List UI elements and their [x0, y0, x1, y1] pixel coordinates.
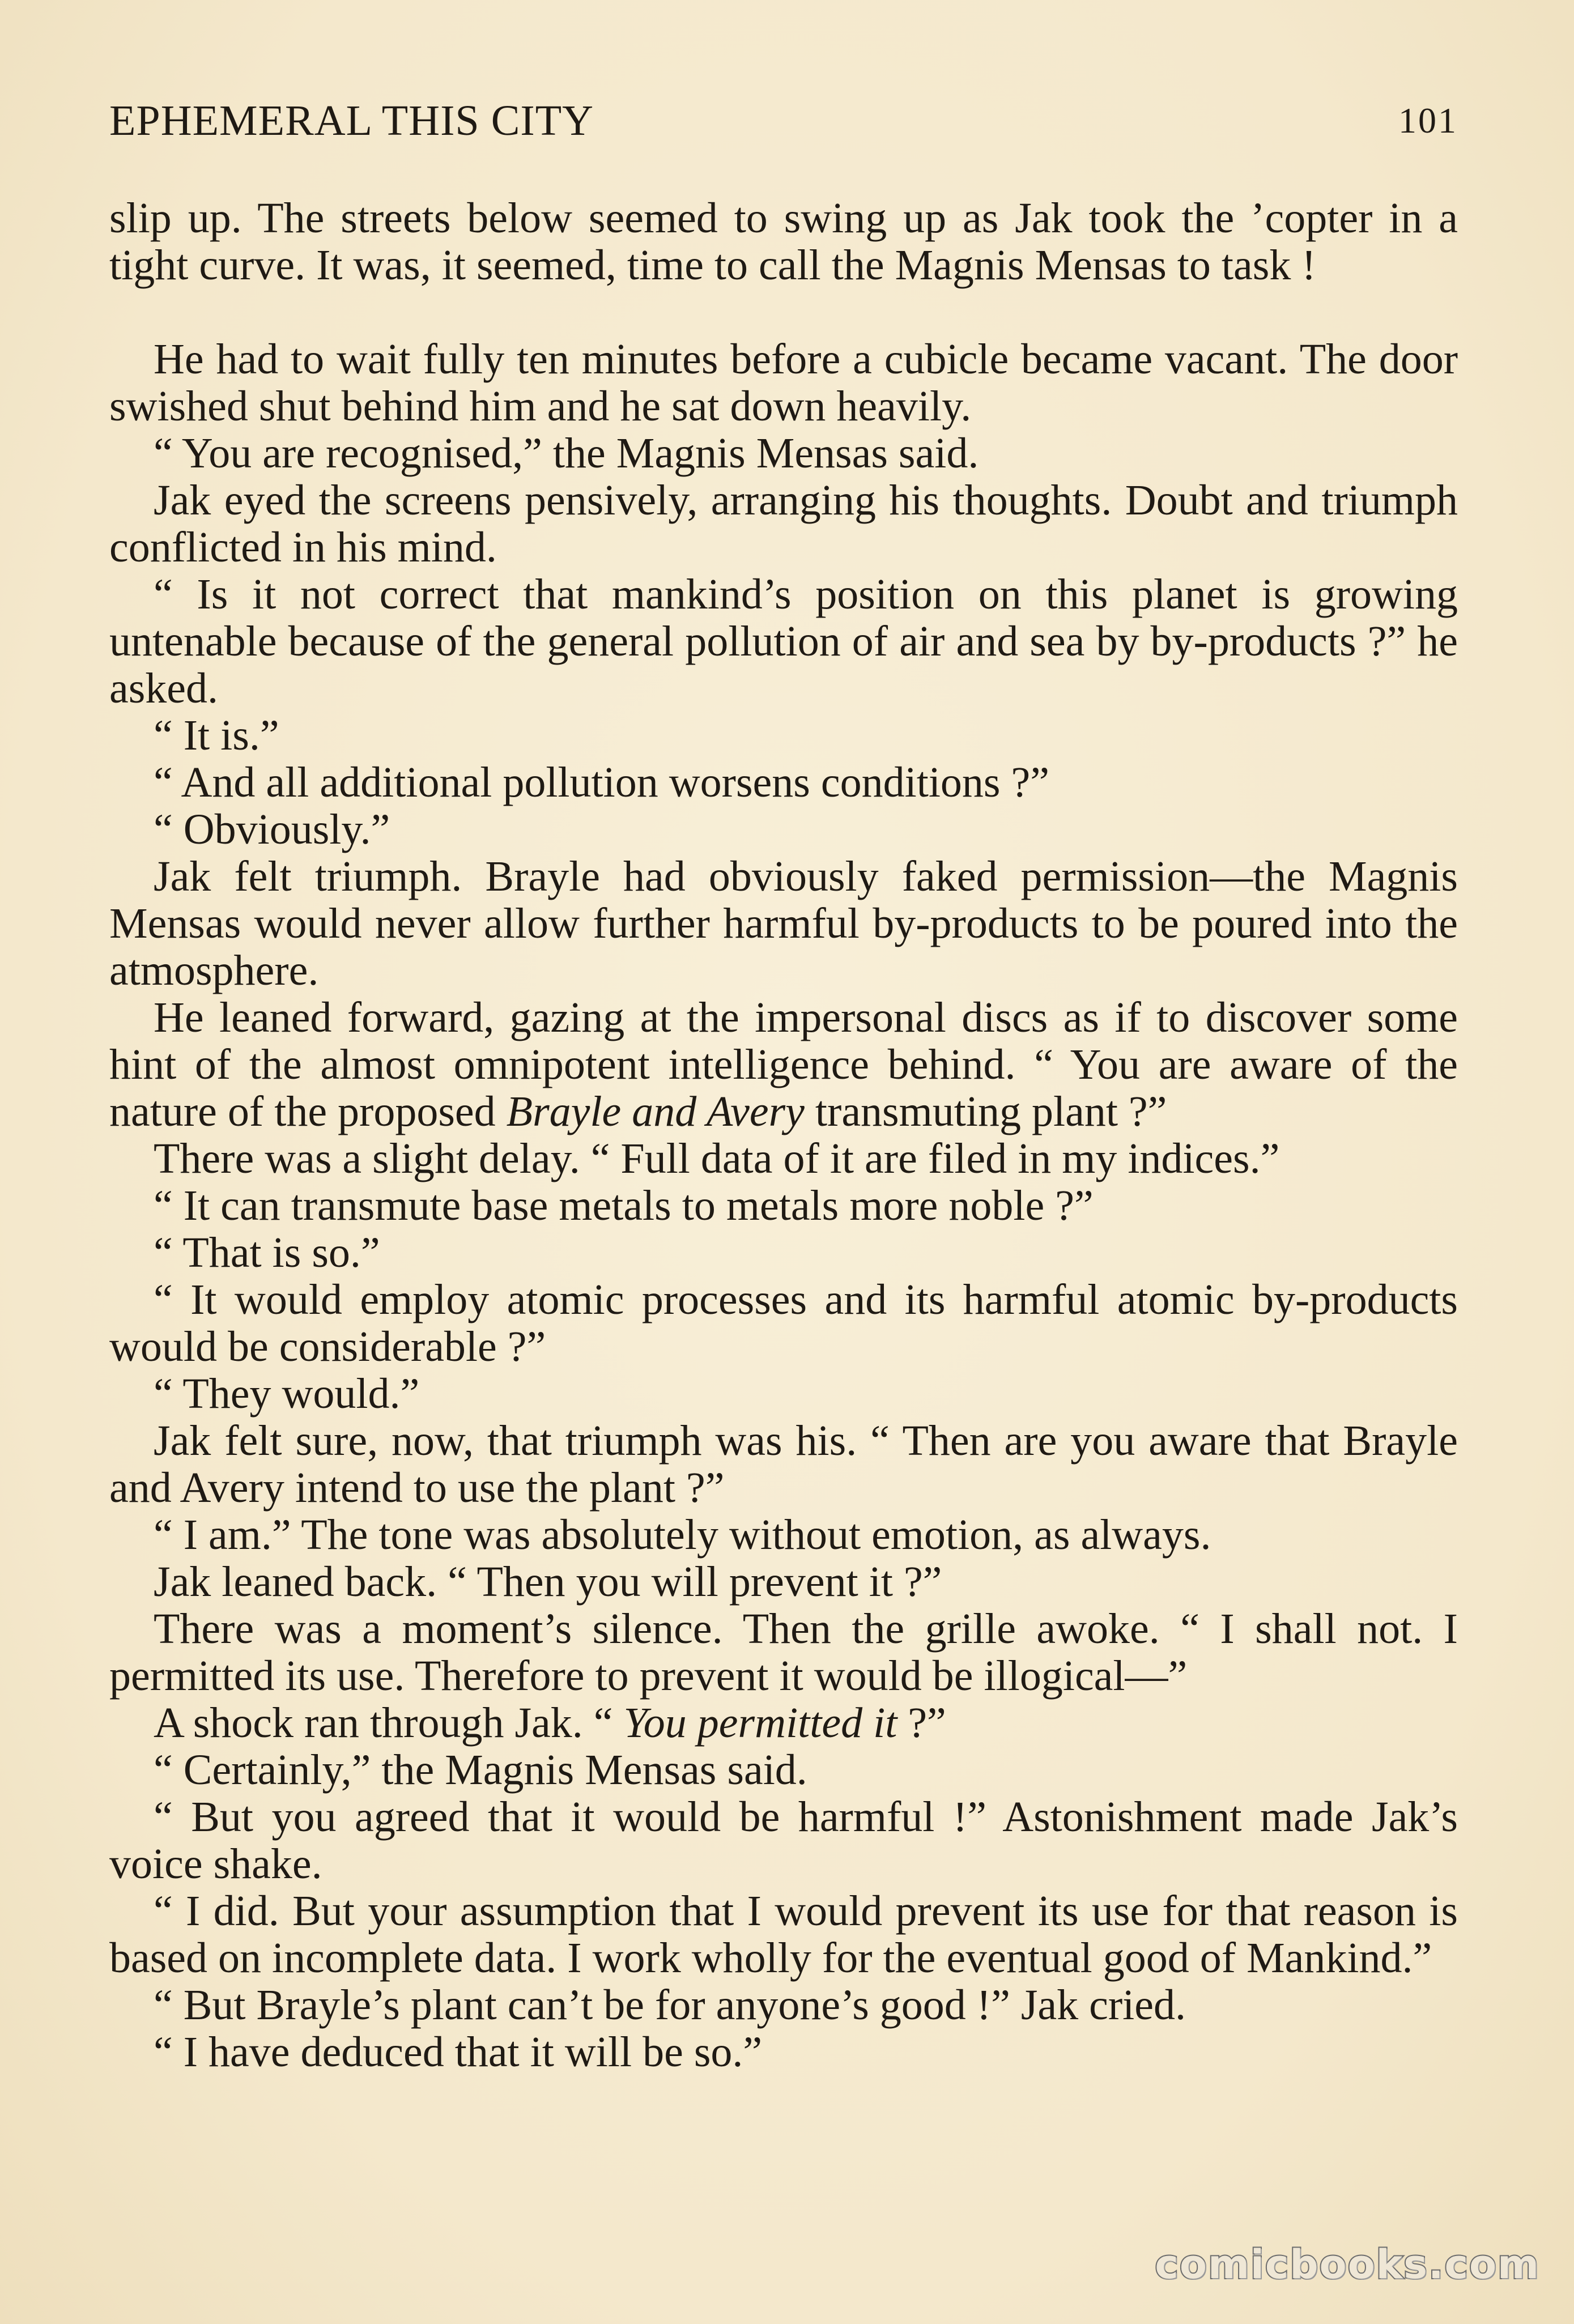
paragraph: “ I have deduced that it will be so.” — [154, 2028, 763, 2076]
paragraph: “ But Brayle’s plant can’t be for anyone’s good !” Jak cried. — [154, 1981, 1186, 2029]
paragraph: There was a moment’s silence. Then the grille awoke. “ I shall not. I permitted its use. Therefore to prevent it would be illogical—” — [109, 1605, 1458, 1700]
text-run: ?” — [897, 1699, 946, 1747]
paragraph: slip up. The streets below seemed to swing up as Jak took the ’copter in a tight curve. It was, it seemed, time to call the Magnis Mensas to task ! — [109, 194, 1458, 289]
paragraph: “ They would.” — [154, 1370, 420, 1418]
body-text — [109, 195, 1458, 2076]
italic-text: Brayle and Avery — [506, 1088, 805, 1135]
text-run: He leaned forward, gazing at the impersonal discs as if to discover some hint of the almost omnipotent intelligence behind. “ You are aware of the nature of the proposed — [109, 994, 1458, 1135]
text-run: A shock ran through Jak. “ — [154, 1699, 624, 1747]
paragraph: Jak leaned back. “ Then you will prevent it ?” — [154, 1558, 942, 1606]
text-run: transmuting plant ?” — [804, 1088, 1167, 1135]
paragraph: Jak felt sure, now, that triumph was his. “ Then are you aware that Brayle and Avery intend to use the plant ?” — [109, 1417, 1458, 1512]
paragraph: “ That is so.” — [154, 1229, 380, 1276]
paragraph: “ It can transmute base metals to metals more noble ?” — [154, 1182, 1094, 1229]
watermark: comicbooks.com — [1155, 2241, 1540, 2288]
paragraph: “ Is it not correct that mankind’s position on this planet is growing untenable because of the general pollution of air and sea by by-products ?” he asked. — [109, 571, 1458, 712]
paragraph: “ Obviously.” — [154, 806, 390, 853]
paragraph — [109, 994, 1458, 1135]
paragraph: There was a slight delay. “ Full data of it are filed in my indices.” — [154, 1135, 1280, 1182]
page-number: 101 — [1398, 100, 1458, 141]
paragraph: He had to wait fully ten minutes before a cubicle became vacant. The door swished shut behind him and he sat down heavily. — [109, 335, 1458, 430]
chapter-title: EPHEMERAL THIS CITY — [109, 97, 594, 144]
italic-text: You permitted it — [623, 1699, 897, 1747]
paragraph — [109, 1700, 1458, 1747]
paragraph: “ But you agreed that it would be harmful !” Astonishment made Jak’s voice shake. — [109, 1793, 1458, 1888]
paragraph: Jak eyed the screens pensively, arranging his thoughts. Doubt and triumph conflicted in his mind. — [109, 476, 1458, 571]
paragraph: “ It is.” — [154, 712, 279, 759]
paragraph: “ I did. But your assumption that I would prevent its use for that reason is based on incomplete data. I work wholly for the eventual good of Mankind.” — [109, 1887, 1458, 1982]
running-head — [109, 95, 1458, 146]
paragraph: “ And all additional pollution worsens conditions ?” — [154, 759, 1049, 806]
paragraph: “ It would employ atomic processes and its harmful atomic by-products would be considerable ?” — [109, 1276, 1458, 1370]
paragraph: “ I am.” The tone was absolutely without emotion, as always. — [154, 1511, 1211, 1559]
paragraph: “ Certainly,” the Magnis Mensas said. — [154, 1746, 807, 1794]
paragraph: “ You are recognised,” the Magnis Mensas said. — [154, 429, 979, 477]
paragraph: Jak felt triumph. Brayle had obviously faked permission—the Magnis Mensas would never allow further harmful by-products to be poured into the atmosphere. — [109, 853, 1458, 994]
